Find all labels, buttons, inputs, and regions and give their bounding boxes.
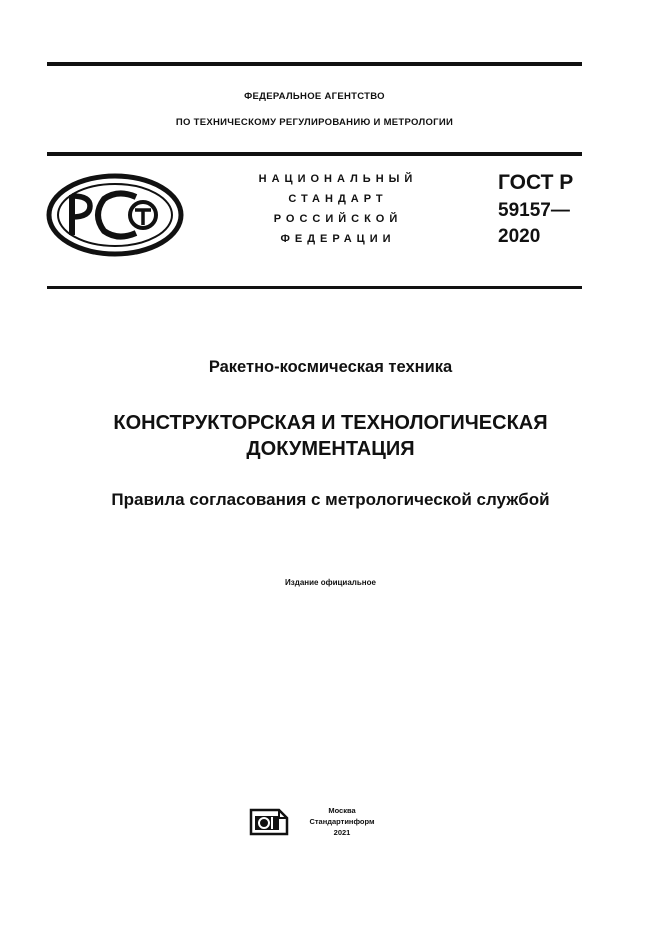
rst-logo xyxy=(46,173,184,262)
document-subtitle: Ракетно-космическая техника xyxy=(208,358,453,376)
gost-code-line-1: ГОСТ Р xyxy=(498,171,574,194)
agency-line-2: ПО ТЕХНИЧЕСКОМУ РЕГУЛИРОВАНИЮ И МЕТРОЛОГИИ xyxy=(175,117,454,128)
publisher-city: Москва xyxy=(328,806,356,815)
rst-logo-icon xyxy=(46,173,184,257)
middle-rule xyxy=(47,152,582,156)
agency-line-1: ФЕДЕРАЛЬНОЕ АГЕНТСТВО xyxy=(244,91,385,102)
gost-code-line-2: 59157— xyxy=(498,200,570,221)
document-title-line-2: ДОКУМЕНТАЦИЯ xyxy=(246,438,415,460)
standartinform-logo-icon xyxy=(249,806,289,836)
standard-type-line-1: НАЦИОНАЛЬНЫЙ xyxy=(258,173,418,185)
publisher-name: Стандартинформ xyxy=(309,817,375,826)
top-rule xyxy=(47,62,582,66)
document-title-line-1: КОНСТРУКТОРСКАЯ И ТЕХНОЛОГИЧЕСКАЯ xyxy=(113,412,548,434)
publisher-year: 2021 xyxy=(333,828,351,837)
document-rules-title: Правила согласования с метрологической службой xyxy=(111,490,550,509)
standartinform-logo xyxy=(249,806,289,841)
standard-type-line-3: РОССИЙСКОЙ xyxy=(273,213,403,225)
bottom-rule xyxy=(47,286,582,289)
standard-type-line-2: СТАНДАРТ xyxy=(288,193,388,205)
gost-code-line-3: 2020 xyxy=(498,226,541,247)
edition-label: Издание официальное xyxy=(285,578,376,587)
standard-type-line-4: ФЕДЕРАЦИИ xyxy=(280,233,396,245)
